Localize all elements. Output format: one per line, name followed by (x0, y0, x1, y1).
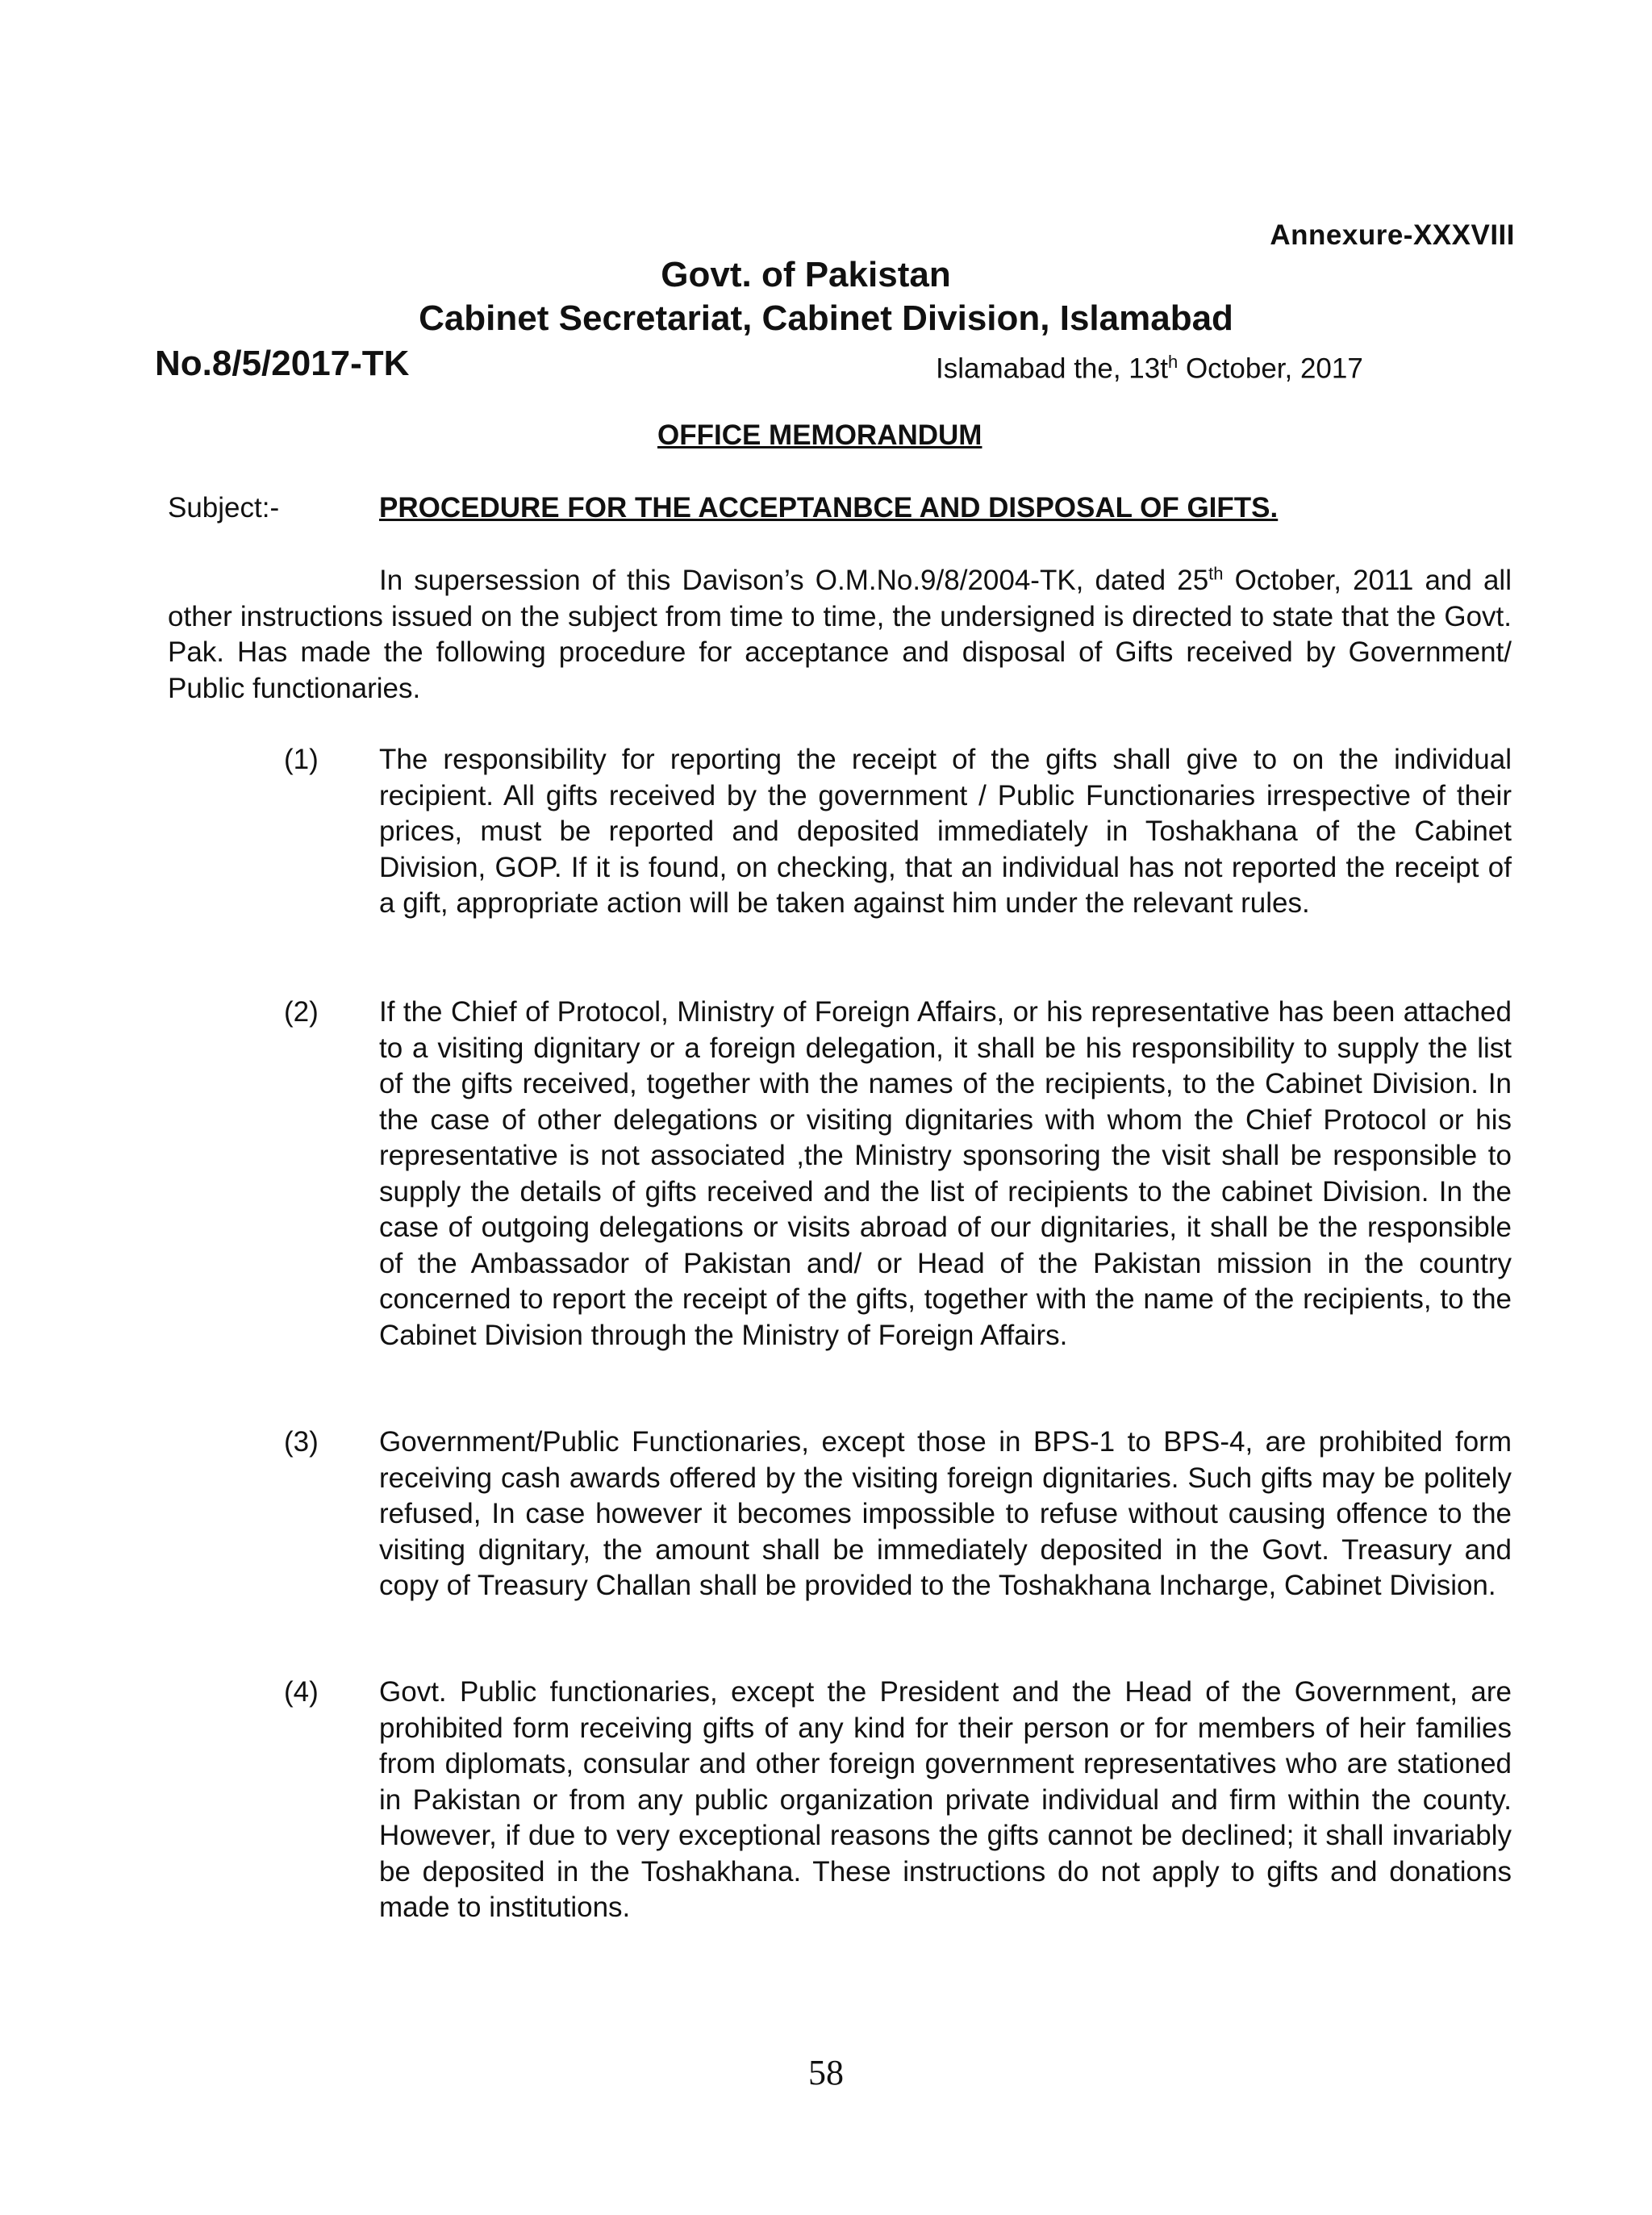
page-number: 58 (808, 2053, 844, 2092)
item-number: (3) (284, 1426, 319, 1458)
division-heading: Cabinet Secretariat, Cabinet Division, Islamabad (419, 298, 1233, 338)
date-prefix: Islamabad the, 13t (936, 352, 1168, 385)
list-item (168, 742, 1512, 922)
date-superscript: h (1167, 352, 1179, 372)
list-item (168, 1425, 1512, 1604)
item-number: (1) (284, 744, 319, 775)
item-text: The responsibility for reporting the receipt of the gifts shall give to on the individual recipient. All gifts received by the government / Public Functionaries irrespective of their prices, must be reported and deposited immediately in Toshakhana of the Cabinet Division, GOP. If it is found, on checking, that an individual has not reported the receipt of a gift, appropriate action will be taken against him under the relevant rules. (379, 744, 1512, 919)
item-number: (4) (284, 1676, 319, 1708)
date-suffix: October, 2017 (1178, 352, 1363, 385)
memo-date (936, 352, 1363, 386)
govt-heading (0, 255, 1652, 295)
list-item (168, 1675, 1512, 1926)
govt-heading-text: Govt. of Pakistan (661, 255, 951, 294)
intro-superscript: th (1208, 563, 1224, 584)
intro-paragraph (168, 563, 1512, 707)
list-item (168, 995, 1512, 1354)
item-text: Government/Public Functionaries, except those in BPS-1 to BPS-4, are prohibited form receiving cash awards offered by the visiting foreign dignitaries. Such gifts may be politely refused, In case however it becomes impossible to refuse without causing offence to the visiting dignitary, the amount shall be immediately deposited in the Govt. Treasury and copy of Treasury Challan shall be provided to the Toshakhana Incharge, Cabinet Division. (379, 1426, 1512, 1601)
subject-label: Subject:- (168, 492, 280, 524)
item-text: Govt. Public functionaries, except the President and the Head of the Government, are prohibited form receiving gifts of any kind for their person or for members of heir families from diplomats, consular and other foreign government representatives who are stationed in Pakistan or from any public organization private individual and firm within the county. However, if due to very exceptional reasons the gifts cannot be declined; it shall invariably be deposited in the Toshakhana. These instructions do not apply to gifts and donations made to institutions. (379, 1676, 1512, 1923)
item-number: (2) (284, 996, 319, 1028)
item-text: If the Chief of Protocol, Ministry of Foreign Affairs, or his representative has been attached to a visiting dignitary or a foreign delegation, it shall be his responsibility to supply the list of the gifts received, together with the names of the recipients, to the Cabinet Division. In the case of other delegations or visiting dignitaries with whom the Chief Protocol or his representative is not associated ,the Ministry sponsoring the visit shall be responsible to supply the details of gifts received and the list of recipients to the cabinet Division. In the case of outgoing delegations or visits abroad of our dignitaries, it shall be the responsible of the Ambassador of Pakistan and/ or Head of the Pakistan mission in the country concerned to report the receipt of the gifts, together with the name of the recipients, to the Cabinet Division through the Ministry of Foreign Affairs. (379, 996, 1512, 1351)
reference-number: No.8/5/2017-TK (155, 344, 410, 383)
memo-title: OFFICE MEMORANDUM (657, 419, 982, 451)
intro-text-part1: In supersession of this Davison’s O.M.No.9/8/2004-TK, dated 25 (379, 565, 1209, 596)
subject-text: PROCEDURE FOR THE ACCEPTANBCE AND DISPOSAL OF GIFTS. (379, 492, 1279, 524)
intro-text-part2: October, 2011 and all other instructions issued on the subject from time to time, the undersigned is directed to state that the Govt. Pak. Has made the following procedure for acceptance and disposal of Gifts received by Government/ Public functionaries. (168, 565, 1512, 704)
annexure-label: Annexure-XXXVIII (1270, 219, 1515, 251)
